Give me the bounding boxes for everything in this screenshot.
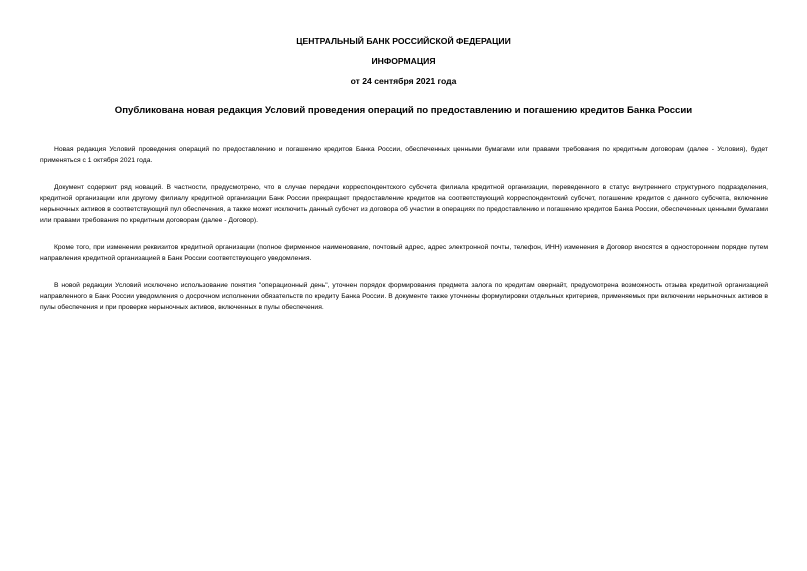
body-paragraph-2: Документ содержит ряд новаций. В частности, предусмотрено, что в случае передачи корреспондентского субсчета филиала кредитной организации, переведенного в статус внутреннего структурного подразделения, кредитной организации или другому филиалу кредитной организации Банк России прекращает предоставление кредитов на соответствующий корреспондентский субсчет, погашение кредитов с данного субсчета, включение нерыночных активов в соответствующий пул обеспечения, а также может исключить данный субсчет из договора об участии в операциях по предоставлению и погашению кредитов Банка России, обеспеченных ценными бумагами или правами требования по кредитным договорам (далее - Договор).	[40, 184, 768, 224]
body-paragraph-4: В новой редакции Условий исключено использование понятия "операционный день", уточнен порядок формирования предмета залога по кредитам овернайт, предусмотрена возможность отзыва кредитной организацией направленного в Банк России уведомления о досрочном исполнении обязательств по кредиту Банка России. В документе также уточнены формулировки отдельных критериев, применяемых при включении нерыночных активов в пулы обеспечения и при проверке нерыночных активов, включенных в пулы обеспечения.	[40, 282, 768, 311]
document-type-heading: ИНФОРМАЦИЯ	[371, 56, 436, 66]
document-subject: Опубликована новая редакция Условий проведения операций по предоставлению и погашению кредитов Банка России	[114, 105, 693, 116]
document-date: от 24 сентября 2021 года	[350, 76, 457, 86]
body-paragraph-3: Кроме того, при изменении реквизитов кредитной организации (полное фирменное наименование, почтовый адрес, адрес электронной почты, телефон, ИНН) изменения в Договор вносятся в одностороннем порядке путем направления кредитной организацией в Банк России соответствующего уведомления.	[40, 244, 768, 262]
document-body	[40, 144, 768, 329]
organization-heading: ЦЕНТРАЛЬНЫЙ БАНК РОССИЙСКОЙ ФЕДЕРАЦИИ	[296, 36, 511, 46]
body-paragraph-1: Новая редакция Условий проведения операций по предоставлению и погашению кредитов Банка России, обеспеченных ценными бумагами или правами требования по кредитным договорам (далее - Условия), будет применяться с 1 октября 2021 года.	[40, 146, 768, 164]
